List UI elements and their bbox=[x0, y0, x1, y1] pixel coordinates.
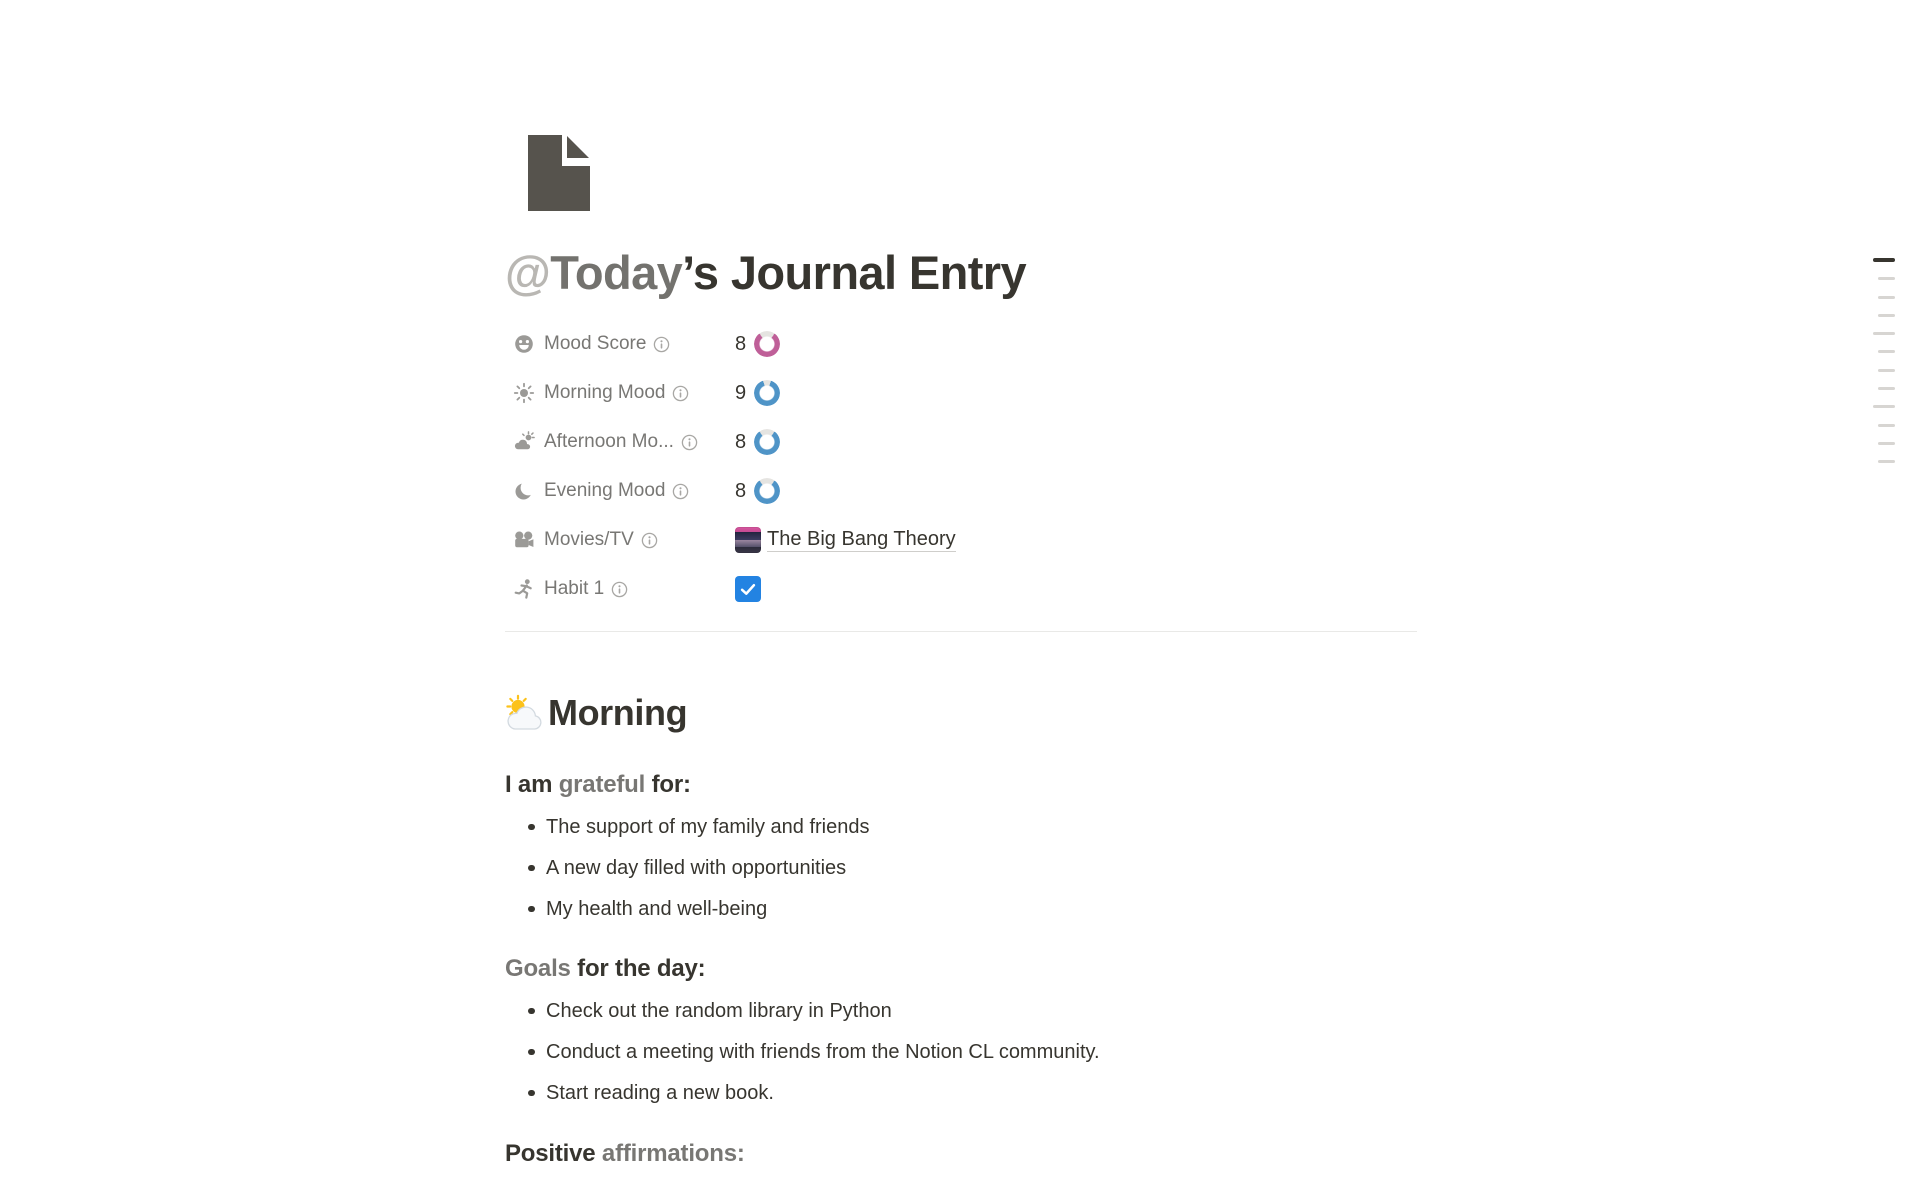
date-mention-today[interactable]: Today bbox=[550, 246, 683, 299]
outline-dash[interactable] bbox=[1873, 332, 1895, 335]
property-label: Habit 1 bbox=[544, 578, 605, 600]
sun-behind-cloud-emoji bbox=[505, 694, 546, 731]
heading-morning-text: Morning bbox=[548, 691, 688, 733]
outline-dash[interactable] bbox=[1873, 405, 1895, 408]
relation-link-big-bang-theory[interactable]: The Big Bang Theory bbox=[767, 528, 956, 551]
movie-thumbnail bbox=[735, 527, 761, 553]
outline-indicator[interactable] bbox=[1873, 258, 1895, 463]
list-item[interactable]: The support of my family and friends bbox=[505, 814, 1417, 840]
info-icon[interactable] bbox=[681, 434, 698, 451]
info-icon[interactable] bbox=[611, 581, 628, 598]
property-row-evening-mood[interactable] bbox=[505, 467, 1417, 516]
info-icon[interactable] bbox=[672, 483, 689, 500]
outline-dash[interactable] bbox=[1878, 350, 1895, 353]
mood-score-value: 8 bbox=[735, 332, 747, 355]
outline-dash[interactable] bbox=[1878, 296, 1895, 299]
goals-header-highlight: Goals bbox=[505, 954, 571, 982]
property-value[interactable] bbox=[735, 478, 780, 504]
affirmations-header-prefix: Positive bbox=[505, 1139, 602, 1167]
page-title[interactable] bbox=[505, 244, 1417, 303]
outline-dash[interactable] bbox=[1878, 424, 1895, 427]
divider bbox=[505, 631, 1417, 632]
property-row-afternoon-mood[interactable] bbox=[505, 418, 1417, 467]
title-text: ’s Journal Entry bbox=[682, 246, 1027, 299]
runner-icon bbox=[513, 578, 535, 600]
sun-icon bbox=[513, 382, 535, 404]
property-row-movies-tv[interactable] bbox=[505, 516, 1417, 565]
outline-dash[interactable] bbox=[1878, 442, 1895, 445]
list-item[interactable]: My health and well-being bbox=[505, 896, 1417, 922]
goals-header-suffix: for the day: bbox=[570, 954, 706, 982]
property-label: Mood Score bbox=[544, 333, 647, 355]
outline-dash[interactable] bbox=[1878, 387, 1895, 390]
movie-camera-icon bbox=[513, 529, 535, 551]
gratitude-list bbox=[505, 814, 1417, 922]
property-row-habit-1[interactable] bbox=[505, 565, 1417, 614]
gratitude-header-suffix: for: bbox=[645, 770, 691, 798]
progress-ring bbox=[754, 429, 780, 455]
property-list bbox=[505, 320, 1417, 614]
progress-ring bbox=[754, 380, 780, 406]
goals-list bbox=[505, 998, 1417, 1106]
moon-icon bbox=[513, 480, 535, 502]
property-row-morning-mood[interactable] bbox=[505, 369, 1417, 418]
evening-mood-value: 8 bbox=[735, 479, 747, 502]
property-value[interactable] bbox=[735, 380, 780, 406]
progress-ring bbox=[754, 331, 780, 357]
sun-behind-cloud-icon bbox=[513, 431, 535, 453]
habit-checkbox-checked[interactable] bbox=[735, 576, 761, 602]
outline-dash[interactable] bbox=[1878, 460, 1895, 463]
outline-dash[interactable] bbox=[1873, 258, 1895, 262]
outline-dash[interactable] bbox=[1878, 369, 1895, 372]
list-item[interactable]: Check out the random library in Python bbox=[505, 998, 1417, 1024]
gratitude-header[interactable] bbox=[505, 770, 1417, 800]
property-label: Movies/TV bbox=[544, 529, 634, 551]
property-value[interactable] bbox=[735, 429, 780, 455]
property-value[interactable] bbox=[735, 527, 956, 553]
property-row-mood-score[interactable] bbox=[505, 320, 1417, 369]
gratitude-header-highlight: grateful bbox=[558, 770, 646, 798]
notion-page-content bbox=[505, 135, 1417, 1169]
property-value[interactable] bbox=[735, 576, 761, 602]
heading-morning[interactable] bbox=[505, 692, 1417, 734]
property-value[interactable] bbox=[735, 331, 780, 357]
goals-header[interactable] bbox=[505, 954, 1417, 984]
afternoon-mood-value: 8 bbox=[735, 430, 747, 453]
list-item[interactable]: Start reading a new book. bbox=[505, 1080, 1417, 1106]
info-icon[interactable] bbox=[672, 385, 689, 402]
list-item[interactable]: Conduct a meeting with friends from the Notion CL community. bbox=[505, 1039, 1417, 1065]
outline-dash[interactable] bbox=[1878, 314, 1895, 317]
info-icon[interactable] bbox=[641, 532, 658, 549]
affirmations-header[interactable] bbox=[505, 1139, 1417, 1169]
property-label: Morning Mood bbox=[544, 382, 666, 404]
list-item[interactable]: A new day filled with opportunities bbox=[505, 855, 1417, 881]
morning-mood-value: 9 bbox=[735, 381, 747, 404]
smiley-icon bbox=[513, 333, 535, 355]
info-icon[interactable] bbox=[653, 336, 670, 353]
mention-at-symbol: @ bbox=[505, 246, 551, 299]
outline-dash[interactable] bbox=[1878, 277, 1895, 280]
gratitude-header-prefix: I am bbox=[505, 770, 559, 798]
property-label: Afternoon Mo... bbox=[544, 431, 674, 453]
property-label: Evening Mood bbox=[544, 480, 666, 502]
affirmations-header-highlight: affirmations: bbox=[601, 1139, 745, 1167]
progress-ring bbox=[754, 478, 780, 504]
document-icon[interactable] bbox=[528, 135, 590, 211]
